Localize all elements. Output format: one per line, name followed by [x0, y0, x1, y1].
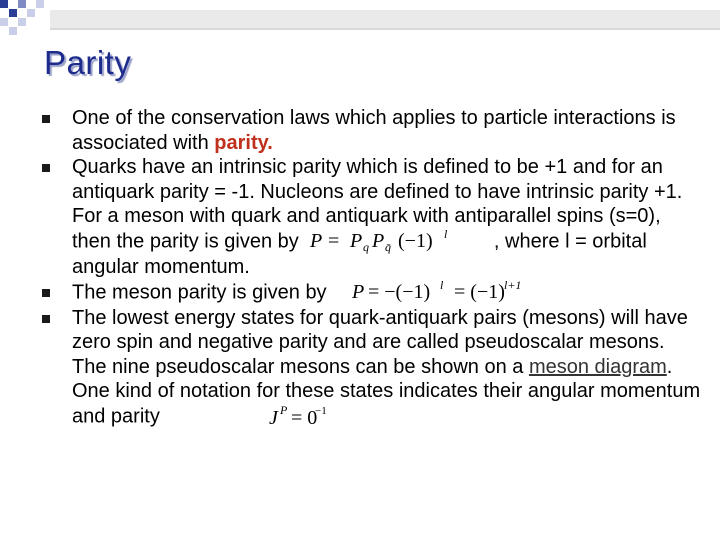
svg-text:P: P	[350, 229, 363, 252]
list-item: One of the conservation laws which applies to particle interactions is associated with parity.	[42, 106, 702, 155]
page-title: Parity	[44, 44, 132, 81]
meson-diagram-link[interactable]: meson diagram	[528, 355, 667, 378]
svg-text:l+1: l+1	[504, 277, 522, 292]
svg-text:=: =	[328, 229, 340, 252]
svg-text:J: J	[269, 406, 279, 429]
svg-text:(−1): (−1)	[398, 229, 433, 252]
bullet-square-icon	[42, 164, 50, 172]
svg-text:= −(−1): = −(−1)	[368, 280, 431, 303]
svg-text:−1: −1	[315, 404, 328, 417]
svg-text:= 0: = 0	[291, 406, 318, 429]
header-decoration	[0, 0, 720, 40]
equation-meson-parity-result	[332, 277, 532, 306]
equation-meson-parity	[304, 226, 488, 255]
svg-text:P: P	[280, 402, 288, 417]
svg-text:P: P	[310, 229, 323, 252]
equation-jp-notation	[165, 402, 328, 430]
bullet-square-icon	[42, 289, 50, 297]
svg-text:q: q	[363, 239, 370, 254]
svg-text:l: l	[440, 277, 444, 292]
svg-text:P: P	[352, 280, 365, 303]
svg-text:= (−1): = (−1)	[454, 280, 506, 303]
keyword-parity: parity	[214, 131, 268, 154]
svg-text:P: P	[372, 229, 385, 252]
svg-text:q̄: q̄	[385, 239, 392, 254]
bullet-square-icon	[42, 315, 50, 323]
list-item: The meson parity is given by P = −(−1) l = (−1) l+1	[42, 280, 702, 306]
list-item: The lowest energy states for quark-antiquark pairs (mesons) will have zero spin and negative parity and are called pseudoscalar mesons. The nine pseudoscalar mesons can be shown on a meson diagram. One kind of notation for these states indicates their angular momentum and parity J P = 0 −1	[42, 306, 702, 430]
bullet-list	[42, 106, 702, 430]
bullet-square-icon	[42, 115, 50, 123]
list-item: Quarks have an intrinsic parity which is defined to be +1 and for an antiquark parity = -1. Nucleons are defined to have intrinsic parity +1. For a meson with quark and antiquark with antiparallel spins (s=0), then the parity is given by P = P q P q̄ (−1) l , where l = orbital angular momentum.	[42, 155, 702, 279]
svg-text:l: l	[444, 226, 448, 241]
